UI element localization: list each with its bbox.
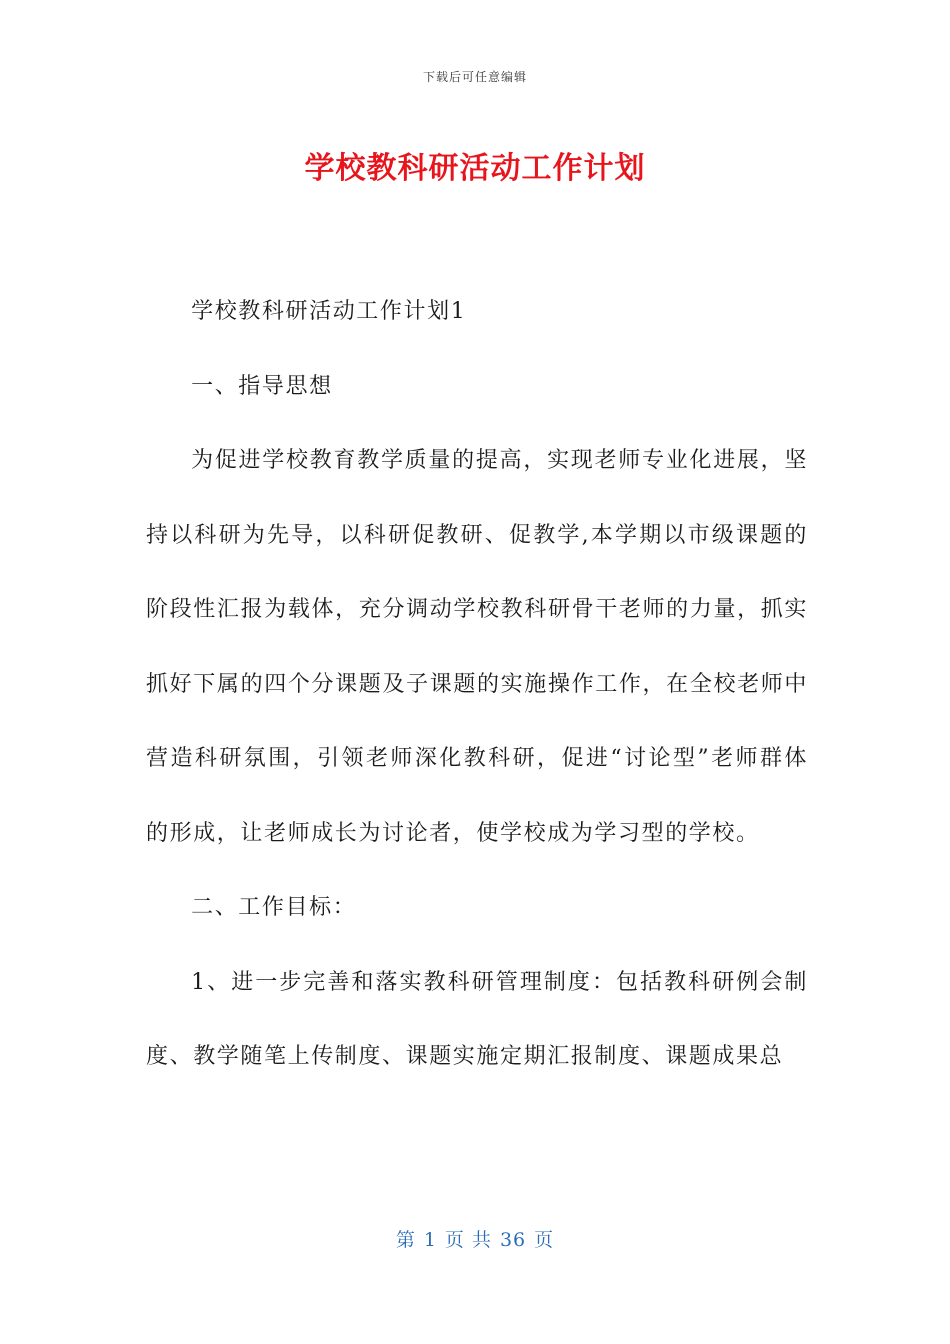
document-title: 学校教科研活动工作计划 (304, 151, 646, 186)
document-body (146, 275, 808, 1095)
paragraph-goal-1: 1、进一步完善和落实教科研管理制度：包括教科研例会制度、教学随笔上传制度、课题实施定期汇报制度、课题成果总 (146, 969, 808, 1069)
footer-total-pages: 36 (499, 1229, 527, 1251)
header-note: 下载后可任意编辑 (422, 70, 527, 84)
footer-current-page: 1 (423, 1229, 437, 1251)
page-number-footer (0, 1225, 950, 1252)
footer-middle: 页 共 (444, 1229, 492, 1251)
section-heading-plan-1: 学校教科研活动工作计划1 (191, 299, 467, 324)
footer-suffix: 页 (534, 1229, 555, 1251)
paragraph-guiding-thought: 为促进学校教育教学质量的提高，实现老师专业化进展，坚持以科研为先导，以科研促教研、促教学,本学期以市级课题的阶段性汇报为载体，充分调动学校教科研骨干老师的力量，抓实抓好下属的四个分课题及子课题的实施操作工作，在全校老师中营造科研氛围，引领老师深化教科研，促进“讨论型”老师群体的形成，让老师成长为讨论者，使学校成为学习型的学校。 (146, 448, 808, 846)
section-heading-guiding-thought: 一、指导思想 (191, 373, 333, 399)
section-heading-work-goals: 二、工作目标： (191, 895, 357, 920)
footer-prefix: 第 (395, 1229, 416, 1251)
